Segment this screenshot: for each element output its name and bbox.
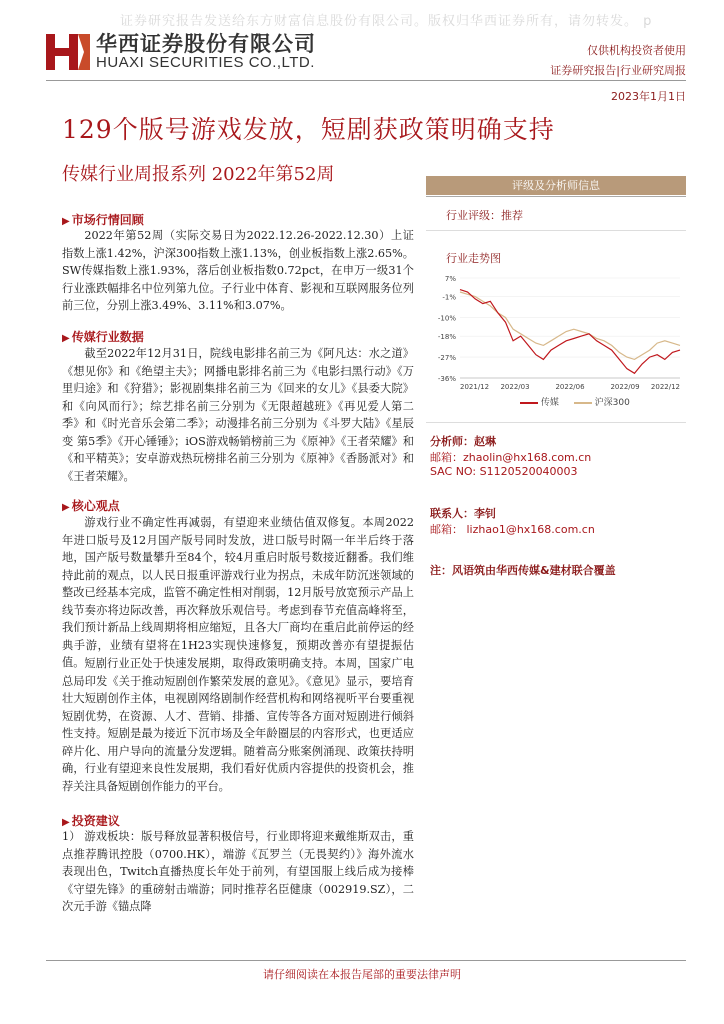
y-tick-label: -18%	[437, 333, 456, 342]
section-heading-view: ▶ 核心观点	[62, 499, 120, 513]
x-tick-label: 2022/06	[555, 383, 585, 391]
contact-name: 联系人：李钊	[430, 507, 496, 520]
header-divider	[46, 80, 686, 81]
view-paragraph-1: 游戏行业不确定性再减弱，有望迎来业绩估值双修复。本周2022年进口版号及12月国产版号同时发放，进口版号时隔一年半后终于落地，国产版号数量攀升至84个，较4月重启时版号数接近翻番。我们维持此前的观点，以人民日报重评游戏行业为拐点，未成年防沉迷领域的整改已经基本完成，监管不确定性相对削弱，12月版号放宽预示产品上线节奏亦将边际改善，再次释放乐观信号。考虑到春节充值高峰将至，我们预计新品上线周期将相应缩短，且各大厂商均在重启此前停运的经典手游，业绩有望将在1H23实现快速修复，预期改善亦有望提振估值。	[62, 516, 414, 669]
data-paragraph: 截至2022年12月31日，院线电影排名前三为《阿凡达：水之道》《想见你》和《绝望主夫》；网播电影排名前三为《电影扫黑行动》《万里归途》和《狩猎》；影视剧集排名前三为《回来的女儿》《县委大院》和《向风而行》；综艺排名前三分别为《无限超越班》《再见爱人第二季》和《时光音乐会第二季》；动漫排名前三分别为《斗罗大陆》《星辰变 第5季》《开心锤锤》；iOS游戏畅销榜前三为《原神》《王者荣耀》和《和平精英》；安卓游戏热玩榜排名前三分别为《原神》《香肠派对》和《王者荣耀》。	[62, 347, 414, 483]
x-tick-label: 2022/09	[610, 383, 640, 391]
legal-footer: 请仔细阅读在本报告尾部的重要法律声明	[263, 968, 461, 981]
legend-label-hs300: 沪深300	[594, 398, 630, 408]
series-line-media	[460, 290, 680, 374]
y-tick-label: -1%	[442, 293, 456, 302]
audience-note: 仅供机构投资者使用	[587, 44, 686, 57]
page-title: 129个版号游戏发放，短剧获政策明确支持	[62, 115, 555, 144]
market-paragraph: 2022年第52周（实际交易日为2022.12.26-2022.12.30）上证指数上涨1.42%，沪深300指数上涨1.13%，创业板指数上涨2.65%。SW传媒指数上涨1.93%，落后创业板指数0.72pct，在申万一级31个行业涨跌幅排名中位列第九位。子行业中体育、影视和互联网服务位列前三位，分别上涨3.49%、3.11%和3.07%。	[62, 229, 414, 312]
trend-chart	[430, 270, 690, 410]
chart-legend	[520, 395, 630, 408]
series-title: 传媒行业周报系列 2022年第52周	[62, 164, 335, 185]
chart-title: 行业走势图	[446, 252, 501, 265]
triangle-icon: ▶	[62, 216, 70, 227]
brand-name-cn: 华西证券股份有限公司	[96, 32, 316, 56]
analyst-email[interactable]: 邮箱：zhaolin@hx168.com.cn	[430, 451, 592, 464]
huaxi-logo-icon	[46, 30, 90, 74]
analyst-name: 分析师：赵琳	[430, 435, 496, 448]
legend-swatch-media	[520, 402, 538, 404]
series-line-hs300	[460, 292, 680, 359]
section-heading-advice: ▶ 投资建议	[62, 814, 120, 828]
legend-label-media: 传媒	[540, 398, 559, 408]
footer-divider	[46, 960, 686, 961]
triangle-icon: ▶	[62, 502, 70, 513]
sidebar-divider	[426, 196, 686, 197]
contact-email[interactable]: 邮箱： lizhao1@hx168.com.cn	[430, 523, 595, 536]
y-tick-label: -10%	[437, 314, 456, 323]
y-tick-label: -27%	[437, 354, 456, 363]
y-tick-label: -36%	[437, 375, 456, 383]
report-type: 证券研究报告|行业研究周报	[550, 64, 686, 77]
brand-name-en: HUAXI SECURITIES CO.,LTD.	[96, 54, 315, 71]
view-paragraph-2: 短剧行业正处于快速发展期，取得政策明确支持。本周，国家广电总局印发《关于推动短剧创作繁荣发展的意见》。《意见》显示，要培育壮大短剧创作主体，电视剧网络剧制作经营机构和网络视听平台要重视短剧优势，在资源、人才、营销、排播、宣传等各方面对短剧进行倾斜性支持。短剧是最为接近下沉市场及全年龄圈层的内容形式，也更适应碎片化、用户导向的流量分发逻辑。随着高分账案例涌现、政策扶持明确，行业有望迎来良性发展期，我们看好优质内容提供的投资机会，推荐关注具备短剧创作能力的平台。	[62, 657, 414, 793]
watermark: 证券研究报告发送给东方财富信息股份有限公司。版权归华西证券所有，请勿转发。 p	[120, 14, 653, 29]
x-tick-label: 2021/12	[460, 383, 490, 391]
sidebar-divider-2	[426, 230, 686, 231]
sidebar-divider-3	[426, 422, 686, 423]
advice-paragraph: 1） 游戏板块：版号释放显著积极信号，行业即将迎来戴维斯双击，重点推荐腾讯控股（0700.HK），端游《瓦罗兰（无畏契约）》海外流水表现出色，Twitch直播热度长年处于前列，有望国服上线后成为接棒《守望先锋》的重磅射击端游；同时推荐名臣健康（002919.SZ），二次元手游《锚点降	[62, 830, 414, 913]
triangle-icon: ▶	[62, 817, 70, 828]
industry-rating: 行业评级：推荐	[446, 209, 523, 222]
legend-swatch-hs300	[574, 402, 592, 404]
y-tick-label: 7%	[444, 275, 456, 283]
analyst-sac: SAC NO: S1120520040003	[430, 465, 578, 478]
sidebar-header: 评级及分析师信息	[426, 176, 686, 195]
report-date: 2023年1月1日	[611, 90, 686, 103]
coverage-note: 注：风语筑由华西传媒&建材联合覆盖	[430, 564, 616, 577]
section-heading-data: ▶ 传媒行业数据	[62, 330, 144, 344]
x-tick-label: 2022/12	[650, 383, 680, 391]
section-heading-market: ▶ 市场行情回顾	[62, 213, 144, 227]
triangle-icon: ▶	[62, 333, 70, 344]
x-tick-label: 2022/03	[500, 383, 530, 391]
